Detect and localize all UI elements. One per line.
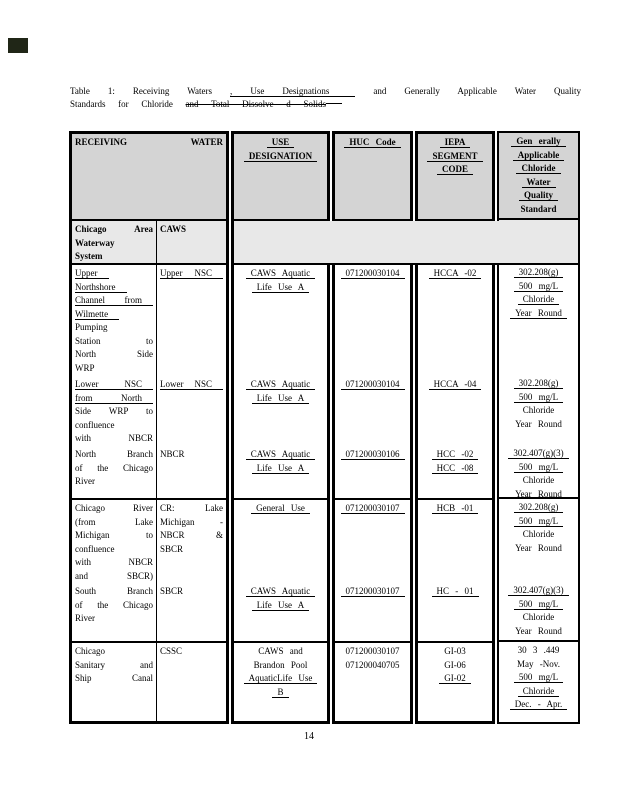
text-line: Standard (520, 203, 557, 214)
cell-row2-use-designation (234, 446, 327, 475)
cell-row1-iepa-segment (418, 376, 492, 392)
row-1-col-chloride-standard (499, 375, 578, 445)
cell-row4-use-designation (234, 583, 327, 612)
cell-row1-chloride-standard (499, 375, 578, 431)
text-line: Year Round (515, 418, 562, 429)
text-line: River (75, 476, 95, 486)
column-huc-code (332, 131, 413, 724)
text-line: B (237, 686, 324, 700)
receiving-water-subcells (72, 446, 226, 498)
text-line: Michigan to (75, 530, 153, 540)
cell-row0-abbrev (157, 265, 226, 281)
row-1-col-huc-code (335, 376, 410, 446)
subcell-abbrev (157, 643, 226, 721)
text-line: Year Round (502, 307, 575, 321)
row-header-col-use-designation (234, 134, 327, 221)
cell-header-chloride-standard (499, 133, 578, 216)
row-0-col-iepa-segment (418, 265, 492, 376)
subcell-water-name (72, 265, 157, 376)
text-line: SEGMENT (421, 150, 489, 164)
text-line: 071200030104 (338, 378, 407, 392)
receiving-water-subcells (72, 583, 226, 641)
text-line: from North (75, 392, 153, 406)
text-line: 071200030107 (338, 502, 407, 516)
text-line: Chloride (522, 405, 555, 415)
text-line: Station to (75, 335, 153, 346)
text-line: Lower NSC (75, 378, 153, 392)
text-line: Chicago River (75, 503, 153, 513)
cell-row2-chloride-standard (499, 445, 578, 499)
subcell-water-name (72, 643, 157, 721)
cell-row3-chloride-standard (499, 499, 578, 555)
text-line: confluence (75, 419, 115, 430)
row-5-col-iepa-segment (418, 643, 492, 721)
cell-row4-iepa-segment (418, 583, 492, 599)
subcell-water-name (72, 221, 157, 263)
text-line: Side WRP to (75, 406, 153, 416)
title-part-underline: , Use Designations (230, 86, 355, 97)
text-line: Wilmette (75, 308, 153, 322)
text-line: DESIGNATION (237, 150, 324, 164)
receiving-water-subcells (72, 643, 226, 721)
title-line-2 (70, 98, 342, 111)
row-subheader-col-receiving-water (72, 221, 226, 265)
text-line: Dec. - Apr. (502, 698, 575, 712)
text-line: North Side (75, 349, 153, 359)
cell-row2-water-name (72, 446, 156, 489)
text-line: CAWS Aquatic (237, 378, 324, 392)
cell-row1-water-name (72, 376, 156, 446)
cell-row2-huc-code (335, 446, 410, 462)
text-line: Chloride (502, 685, 575, 699)
row-5-col-receiving-water (72, 643, 226, 721)
text-line: Water (502, 176, 575, 190)
row-2-col-chloride-standard (499, 445, 578, 499)
text-line: CAWS (160, 224, 187, 234)
subcell-abbrev (157, 221, 226, 263)
cell-row2-abbrev (157, 446, 226, 462)
subcell-abbrev (157, 376, 226, 446)
row-3-col-use-designation (234, 500, 327, 583)
text-line: 071200030107 (345, 646, 400, 656)
row-3-col-chloride-standard (499, 499, 578, 582)
row-header-col-receiving-water (72, 134, 226, 221)
row-3-col-huc-code (335, 500, 410, 583)
cell-row5-use-designation (234, 643, 327, 699)
text-line: HCC -08 (421, 462, 489, 476)
text-line: and SBCR) (75, 570, 153, 581)
cell-row5-chloride-standard (499, 642, 578, 712)
text-line: Chloride (522, 612, 555, 622)
text-line: Northshore (75, 281, 153, 295)
text-line: Year Round (515, 488, 562, 499)
column-use-designation (231, 131, 330, 724)
row-1-col-use-designation (234, 376, 327, 446)
text-line: Year Round (515, 625, 562, 636)
subcell-water-name (72, 376, 157, 446)
row-0-col-huc-code (335, 265, 410, 376)
cell-row4-huc-code (335, 583, 410, 599)
title-part-plain: and Generally Applicable Water Quality (373, 86, 582, 96)
subcell-abbrev (157, 446, 226, 498)
text-line: Brandon Pool (253, 659, 308, 670)
text-line: Chicago Area (75, 224, 153, 234)
row-3-col-receiving-water (72, 500, 226, 583)
cell-row0-huc-code (335, 265, 410, 281)
text-line: CAWS and (258, 646, 303, 656)
text-line: USE (237, 136, 324, 150)
text-line: 500 mg/L (502, 280, 575, 294)
text-line: of the Chicago (75, 462, 153, 473)
text-line: (from Lake (75, 516, 153, 527)
cell-header-receiving-water (72, 134, 226, 150)
cell-row2-iepa-segment (418, 446, 492, 475)
column-iepa-segment (415, 131, 495, 724)
row-header-col-chloride-standard (499, 133, 578, 220)
cell-row4-water-name (72, 583, 156, 626)
text-line: SBCR (160, 543, 184, 554)
cell-row1-abbrev (157, 376, 226, 392)
cell-row3-water-name (72, 500, 156, 583)
cell-subheader-caws (157, 221, 226, 237)
text-line: Sanitary and (75, 659, 153, 670)
subcell-abbrev (157, 583, 226, 641)
text-line: Ship Canal (75, 673, 153, 683)
receiving-water-subcells (72, 376, 226, 446)
text-line: Applicable (502, 149, 575, 163)
text-line: Life Use A (237, 281, 324, 295)
row-5-col-chloride-standard (499, 642, 578, 720)
text-line: Chloride (502, 293, 575, 307)
text-line: HCC -02 (421, 448, 489, 462)
text-line: 071200030107 (338, 585, 407, 599)
text-line: May -Nov. (517, 658, 560, 669)
receiving-water-subcells (72, 221, 226, 263)
text-line: South Branch (75, 586, 153, 596)
text-line: River (75, 613, 95, 623)
row-4-col-chloride-standard (499, 582, 578, 642)
row-header-col-iepa-segment (418, 134, 492, 221)
row-2-col-receiving-water (72, 446, 226, 500)
merged-subheader-cell (234, 221, 580, 265)
text-line: CAWS Aquatic (237, 585, 324, 599)
text-line: Waterway (75, 237, 115, 248)
text-line: NBCR & (160, 530, 223, 540)
text-line: 302.208(g) (502, 266, 575, 280)
row-4-col-use-designation (234, 583, 327, 643)
cell-row3-huc-code (335, 500, 410, 516)
text-line: CSSC (160, 646, 183, 656)
column-chloride-standard (497, 131, 580, 724)
text-line: 302.407(g)(3) (502, 584, 575, 598)
cell-row0-use-designation (234, 265, 327, 294)
row-0-col-receiving-water (72, 265, 226, 376)
text-line: AquaticLife Use (237, 672, 324, 686)
text-line: Quality (502, 189, 575, 203)
title-part-plain: Standards for Chloride (70, 99, 186, 109)
text-line: 500 mg/L (502, 515, 575, 529)
row-4-col-receiving-water (72, 583, 226, 643)
corner-mark (8, 38, 28, 53)
text-line: GI-06 (444, 659, 466, 670)
subcell-water-name (72, 500, 157, 583)
row-2-col-use-designation (234, 446, 327, 500)
cell-row4-chloride-standard (499, 582, 578, 638)
text-line: Chicago (75, 646, 105, 656)
text-line: Life Use A (237, 599, 324, 613)
cell-row0-chloride-standard (499, 264, 578, 320)
text-line: 302.208(g) (502, 501, 575, 515)
text-line: Chloride (502, 162, 575, 176)
cell-header-use-designation (234, 134, 327, 163)
receiving-water-subcells (72, 265, 226, 376)
title-line-1 (70, 85, 581, 98)
text-line: HUC Code (338, 136, 407, 150)
text-line: 500 mg/L (502, 671, 575, 685)
column-receiving-water (69, 131, 229, 724)
text-line: HCCA -02 (421, 267, 489, 281)
text-line: Upper (75, 267, 153, 281)
cell-row3-abbrev (157, 500, 226, 556)
row-5-col-use-designation (234, 643, 327, 721)
cell-row0-iepa-segment (418, 265, 492, 281)
text-line: Channel from (75, 294, 153, 308)
text-line: with NBCR (75, 433, 153, 443)
subcell-water-name (72, 446, 157, 498)
row-0-col-chloride-standard (499, 264, 578, 375)
text-line: 302.407(g)(3) (502, 447, 575, 461)
water-quality-table (69, 131, 580, 724)
text-line: NBCR (160, 449, 185, 459)
text-line: Lower NSC (160, 378, 223, 392)
text-line: of the Chicago (75, 599, 153, 610)
text-line: IEPA (421, 136, 489, 150)
text-line: GI-03 (444, 646, 466, 656)
text-line: HCB -01 (421, 502, 489, 516)
title-part-strike: and Total Dissolve d Solids (186, 99, 342, 109)
text-line: CAWS Aquatic (237, 448, 324, 462)
row-2-col-iepa-segment (418, 446, 492, 500)
cell-row1-huc-code (335, 376, 410, 392)
row-1-col-iepa-segment (418, 376, 492, 446)
text-line: System (75, 251, 103, 261)
text-line: 302.208(g) (502, 377, 575, 391)
text-line: HCCA -04 (421, 378, 489, 392)
text-line: 071200040705 (345, 659, 400, 670)
cell-header-iepa-segment (418, 134, 492, 177)
text-line: 071200030104 (338, 267, 407, 281)
row-0-col-use-designation (234, 265, 327, 376)
table-title (70, 85, 581, 111)
text-line: CODE (421, 163, 489, 177)
text-line: WRP (75, 362, 95, 373)
cell-row5-abbrev (157, 643, 226, 659)
text-line: confluence (75, 543, 115, 554)
cell-row4-abbrev (157, 583, 226, 599)
cell-row0-water-name (72, 265, 156, 375)
cell-row5-iepa-segment (418, 643, 492, 686)
row-1-col-receiving-water (72, 376, 226, 446)
text-line: Chloride (522, 475, 555, 485)
text-line: 500 mg/L (502, 461, 575, 475)
text-line: with NBCR (75, 557, 153, 567)
text-line: GI-02 (421, 672, 489, 686)
text-line: Michigan - (160, 516, 223, 527)
text-line: Gen erally (502, 135, 575, 149)
row-4-col-huc-code (335, 583, 410, 643)
row-4-col-iepa-segment (418, 583, 492, 643)
cell-row5-huc-code (335, 643, 410, 672)
cell-row3-use-designation (234, 500, 327, 516)
text-line: SBCR (160, 586, 184, 596)
text-line: General Use (237, 502, 324, 516)
row-3-col-iepa-segment (418, 500, 492, 583)
subcell-abbrev (157, 265, 226, 376)
title-part-plain: Table 1: Receiving Waters (70, 86, 231, 96)
subcell-water-name (72, 583, 157, 641)
text-line: Chloride (522, 529, 555, 539)
cell-row5-water-name (72, 643, 156, 686)
cell-header-huc-code (335, 134, 410, 150)
text-line: RECEIVING WATER (75, 137, 223, 147)
cell-subheader-system (72, 221, 156, 264)
text-line: 500 mg/L (502, 391, 575, 405)
text-line: Life Use A (237, 392, 324, 406)
page-number: 14 (304, 731, 314, 742)
text-line: HC - 01 (421, 585, 489, 599)
text-line: CAWS Aquatic (237, 267, 324, 281)
text-line: 500 mg/L (502, 598, 575, 612)
text-line: Pumping (75, 322, 108, 332)
text-line: Year Round (515, 542, 562, 553)
text-line: Life Use A (237, 462, 324, 476)
subcell-abbrev (157, 500, 226, 583)
row-2-col-huc-code (335, 446, 410, 500)
row-5-col-huc-code (335, 643, 410, 721)
receiving-water-subcells (72, 500, 226, 583)
text-line: North Branch (75, 449, 153, 459)
row-header-col-huc-code (335, 134, 410, 221)
text-line: CR: Lake (160, 503, 223, 513)
text-line: Upper NSC (160, 267, 223, 281)
cell-row1-use-designation (234, 376, 327, 405)
text-line: 071200030106 (338, 448, 407, 462)
cell-row3-iepa-segment (418, 500, 492, 516)
text-line: 30 3 .449 (517, 645, 560, 655)
